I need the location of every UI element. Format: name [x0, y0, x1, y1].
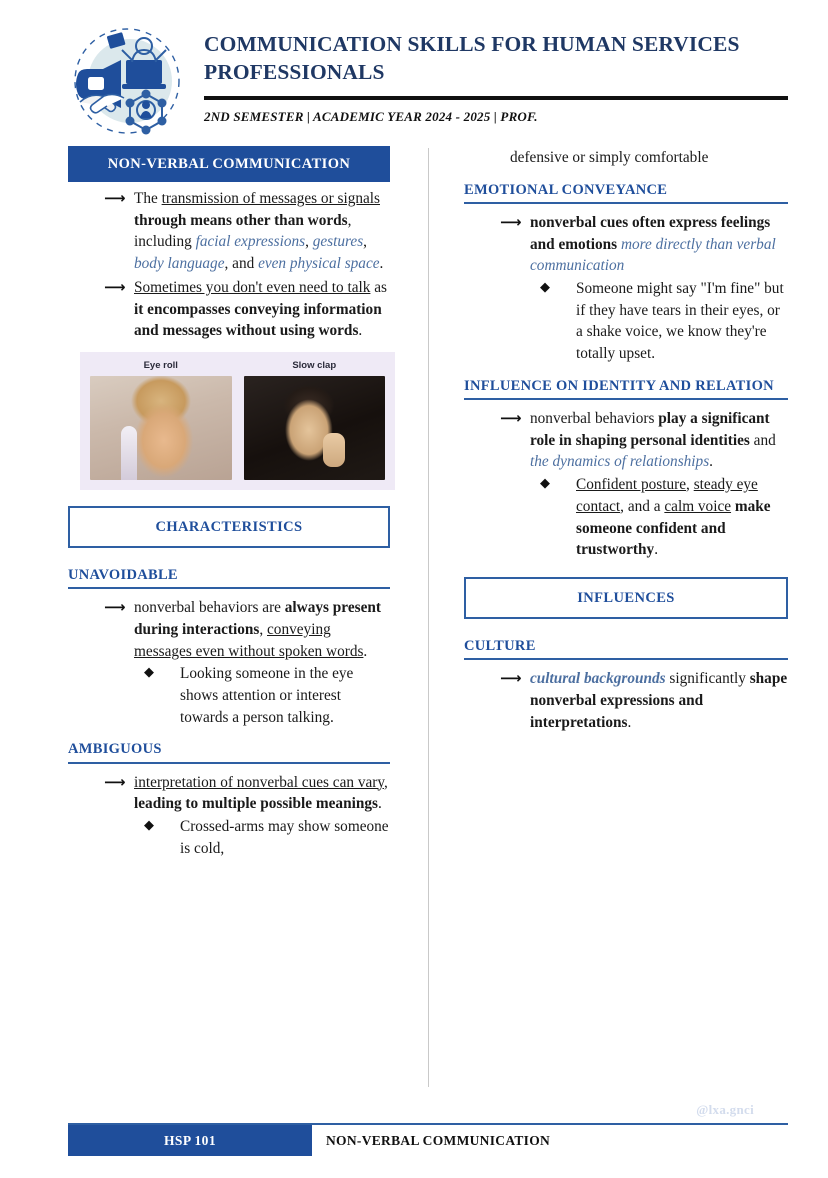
document-header [0, 0, 828, 140]
header-text-block [186, 22, 788, 125]
continuation-list [464, 147, 788, 169]
b1-b1: through means other than words [134, 211, 348, 229]
arrow-bullet-icon: ⟶ [104, 189, 126, 207]
b2-p2: . [358, 322, 363, 340]
footer-row [68, 1125, 788, 1156]
b2-u1: Sometimes you don't even need to talk [134, 278, 371, 296]
cu-b1: shape nonverbal expressions and interpretations [530, 670, 788, 731]
gif-image-slowclap [244, 376, 386, 480]
em-b1: nonverbal cues often express feelings and emotions [530, 213, 771, 253]
list-item [68, 188, 390, 275]
b1-i3: body language [134, 255, 225, 273]
arrow-bullet-icon: ⟶ [500, 212, 522, 231]
influence-sublist [530, 474, 788, 561]
list-item [68, 277, 390, 342]
emotional-list [464, 212, 788, 365]
cu-p2: . [627, 713, 632, 731]
unavoidable-list [68, 597, 390, 728]
title-rule [204, 96, 788, 100]
gif-cell-slowclap [244, 360, 386, 480]
em-sub1: Someone might say "I'm fine" but if they have tears in their eyes, or a shake voice, we know they're totally upset. [576, 280, 784, 363]
un-b1: always present during interactions [134, 599, 381, 638]
in-p2: and [749, 431, 776, 449]
document-footer [68, 1123, 788, 1157]
in-sub-b1: make someone confident and trustworthy [576, 497, 771, 559]
emotional-sublist [530, 278, 788, 365]
influence-list [464, 408, 788, 561]
b1-p6: . [379, 255, 384, 273]
arrow-bullet-icon: ⟶ [500, 409, 522, 427]
gif-image-eyeroll [90, 376, 232, 480]
diamond-bullet-icon: ◆ [540, 476, 550, 492]
arrow-bullet-icon: ⟶ [104, 598, 126, 617]
un-u1: conveying messages even without spoken words [134, 620, 364, 660]
un-p2: , [259, 620, 268, 638]
in-sub-u1: Confident posture [576, 476, 687, 494]
in-sub-u3: calm voice [664, 497, 732, 515]
list-item [464, 408, 788, 561]
left-column [68, 146, 398, 1105]
un-p3: . [363, 642, 368, 660]
list-item [464, 212, 788, 365]
b1-p1: The [134, 190, 162, 207]
in-b1: play a significant role in shaping personal identities [530, 410, 770, 449]
ambiguous-sublist [134, 816, 390, 859]
page-title: COMMUNICATION SKILLS FOR HUMAN SERVICES PROFESSIONALS [204, 32, 740, 85]
unavoidable-sublist [134, 663, 390, 728]
column-divider [428, 148, 429, 1087]
gif-caption: Slow clap [292, 360, 337, 372]
subheading-emotional-conveyance: EMOTIONAL CONVEYANCE [464, 181, 788, 204]
b1-i2: gestures [312, 233, 364, 251]
in-sub-p2: , and a [620, 497, 665, 515]
in-sub-p1: , [686, 476, 694, 494]
un-sub1: Looking someone in the eye shows attention or interest towards a person talking. [180, 665, 354, 726]
cu-p1: significantly [665, 670, 750, 688]
section-banner-nonverbal: NON-VERBAL COMMUNICATION [68, 146, 390, 182]
am-b1: leading to multiple possible meanings [134, 795, 378, 813]
list-item [68, 772, 390, 860]
subheading-influence-identity-relation: INFLUENCE ON IDENTITY AND RELATION [464, 377, 788, 400]
logo [68, 22, 186, 140]
column-gap [398, 146, 458, 1105]
b1-p3: , [305, 233, 313, 251]
am-p2: . [377, 795, 382, 813]
arrow-bullet-icon: ⟶ [104, 277, 126, 296]
b1-i1: facial expressions [195, 233, 306, 251]
footer-course-code: HSP 101 [68, 1125, 312, 1156]
nonverbal-bullet-list [68, 188, 390, 342]
gif-examples-block [80, 352, 395, 490]
subheading-unavoidable: UNAVOIDABLE [68, 566, 390, 589]
list-item [464, 668, 788, 733]
list-item [134, 816, 390, 859]
subheading-ambiguous: AMBIGUOUS [68, 740, 390, 763]
in-p1: nonverbal behaviors [530, 410, 659, 427]
culture-list [464, 668, 788, 733]
ambiguous-list [68, 772, 390, 860]
b1-p5: , and [224, 255, 259, 273]
b1-p4: , [363, 233, 367, 251]
right-column [458, 146, 788, 1105]
diamond-bullet-icon: ◆ [144, 665, 154, 681]
b1-u1: transmission of messages or signals [161, 190, 380, 207]
cu-i1: cultural backgrounds [530, 670, 666, 688]
footer-topic: NON-VERBAL COMMUNICATION [326, 1132, 551, 1148]
am-sub1: Crossed-arms may show someone is cold, [180, 818, 389, 857]
in-i1: the dynamics of relationships [530, 453, 710, 471]
arrow-bullet-icon: ⟶ [104, 772, 126, 791]
section-banner-influences: INFLUENCES [464, 577, 788, 619]
subheading-culture: CULTURE [464, 637, 788, 660]
continuation-text: defensive or simply comfortable [510, 149, 709, 166]
in-sub-p4: . [654, 541, 659, 559]
list-item [530, 278, 788, 365]
list-item [68, 597, 390, 728]
gif-caption: Eye roll [143, 360, 178, 372]
list-item [464, 147, 788, 169]
un-p1: nonverbal behaviors are [134, 599, 285, 617]
communication-services-logo-icon [68, 22, 186, 140]
watermark: @lxa.gnci [696, 1102, 754, 1117]
b2-p1: as [370, 278, 387, 296]
b1-i4: even physical space [258, 255, 380, 273]
list-item [134, 663, 390, 728]
b1-p2: , including [134, 211, 352, 251]
in-p3: . [709, 453, 713, 471]
page-subtitle: 2ND SEMESTER | ACADEMIC YEAR 2024 - 2025 | PROF. [204, 108, 538, 124]
em-i1: more directly than verbal communication [530, 235, 776, 275]
am-u1: interpretation of nonverbal cues can vary [134, 773, 385, 791]
am-p1: , [384, 773, 388, 791]
arrow-bullet-icon: ⟶ [500, 669, 522, 688]
diamond-bullet-icon: ◆ [540, 280, 550, 295]
list-item [530, 474, 788, 561]
section-banner-characteristics: CHARACTERISTICS [68, 506, 390, 548]
content-columns [0, 140, 828, 1105]
diamond-bullet-icon: ◆ [144, 818, 154, 834]
gif-cell-eyeroll [90, 360, 232, 480]
b2-b1: it encompasses conveying information and messages without using words [134, 300, 382, 340]
in-sub-u2: steady eye contact [576, 476, 758, 515]
